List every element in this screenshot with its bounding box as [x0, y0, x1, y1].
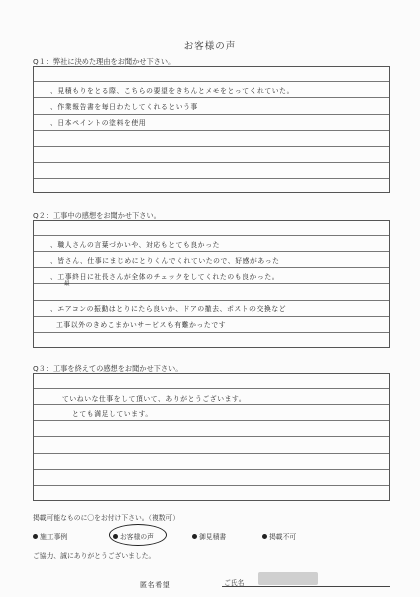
bullet-mark: 、 [50, 87, 58, 95]
ruled-line [34, 81, 389, 82]
ruled-line [34, 404, 389, 405]
bullet-dot-icon [262, 534, 267, 539]
footer-instruction: 掲載可能なものに〇をお付け下さい。（複数可） [33, 514, 180, 522]
ruled-line [34, 436, 389, 437]
q3-answer-1: ていねいな仕事をして頂いて、ありがとうございます。 [62, 395, 247, 403]
option-customer-voice[interactable]: お客様の声 [113, 531, 154, 541]
q3-label: Q３：工事を終えての感想をお聞かせ下さい。 [33, 364, 183, 373]
q2-answer-3: 、工事終日に社長さんが全体のチェックをしてくれたのも良かった。 [50, 273, 280, 281]
ruled-line [34, 485, 389, 486]
bullet-mark: 、 [50, 119, 58, 127]
ruled-line [34, 162, 389, 163]
q2-answer-box [33, 220, 390, 348]
thanks-text: ご協力、誠にありがとうございました。 [33, 552, 156, 560]
ruled-line [34, 388, 389, 389]
ruled-line [34, 235, 389, 236]
bullet-mark: 、 [50, 241, 58, 249]
name-underline [222, 586, 390, 587]
ruled-line [34, 420, 389, 421]
q2-answer-1: 、職人さんの言葉づかいや、対応もとても良かった [50, 241, 221, 249]
bullet-mark: 、 [50, 257, 58, 265]
q2-answer-2: 、皆さん、仕事にまじめにとりくんでくれていたので、好感があった [50, 257, 280, 265]
bullet-mark: 、 [50, 103, 58, 111]
redacted-name [258, 572, 318, 585]
ruled-line [34, 146, 389, 147]
option-construction-examples[interactable]: 施工事例 [33, 531, 67, 541]
page-title: お客様の声 [183, 41, 237, 52]
ruled-line [34, 251, 389, 252]
q1-answer-box [33, 66, 390, 193]
ruled-line [34, 130, 389, 131]
q2-insert-note: 最 [64, 281, 71, 287]
ruled-line [34, 316, 389, 317]
ruled-line [34, 267, 389, 268]
bullet-mark: 、 [50, 305, 58, 313]
bullet-dot-icon [192, 534, 197, 539]
q2-label: Q２：工事中の感想をお聞かせ下さい。 [33, 211, 161, 220]
q1-answer-3: 、日本ペイントの塗料を使用 [50, 119, 147, 127]
ruled-line [34, 453, 389, 454]
q2-answer-5: 工事以外のきめこまかいサービスも有難かったです [56, 321, 227, 329]
q1-answer-2: 、作業報告書を毎日わたしてくれるという事 [50, 103, 198, 111]
bullet-dot-icon [33, 534, 38, 539]
q1-label: Q１：弊社に決めた理由をお聞かせ下さい。 [33, 57, 176, 66]
selection-circle-mark [109, 524, 167, 546]
ruled-line [34, 283, 389, 284]
ruled-line [34, 114, 389, 115]
ruled-line [34, 332, 389, 333]
anonymous-note: 匿名希望 [140, 581, 171, 589]
ruled-line [34, 469, 389, 470]
name-label: ご氏名 [224, 579, 245, 587]
q3-answer-box [33, 373, 390, 501]
ruled-line [34, 97, 389, 98]
q3-answer-2: とても満足しています。 [72, 410, 153, 418]
option-not-publishable[interactable]: 掲載不可 [262, 531, 296, 541]
ruled-line [34, 178, 389, 179]
q2-answer-4: 、エアコンの振動はとりにたら良いか、ドアの撤去、ポストの交換など [50, 305, 287, 313]
bullet-mark: 、 [50, 273, 58, 281]
q1-answer-1: 、見積もりをとる際、こちらの要望をきちんとメモをとってくれていた。 [50, 87, 294, 95]
option-estimate[interactable]: 御見積書 [192, 531, 226, 541]
ruled-line [34, 300, 389, 301]
